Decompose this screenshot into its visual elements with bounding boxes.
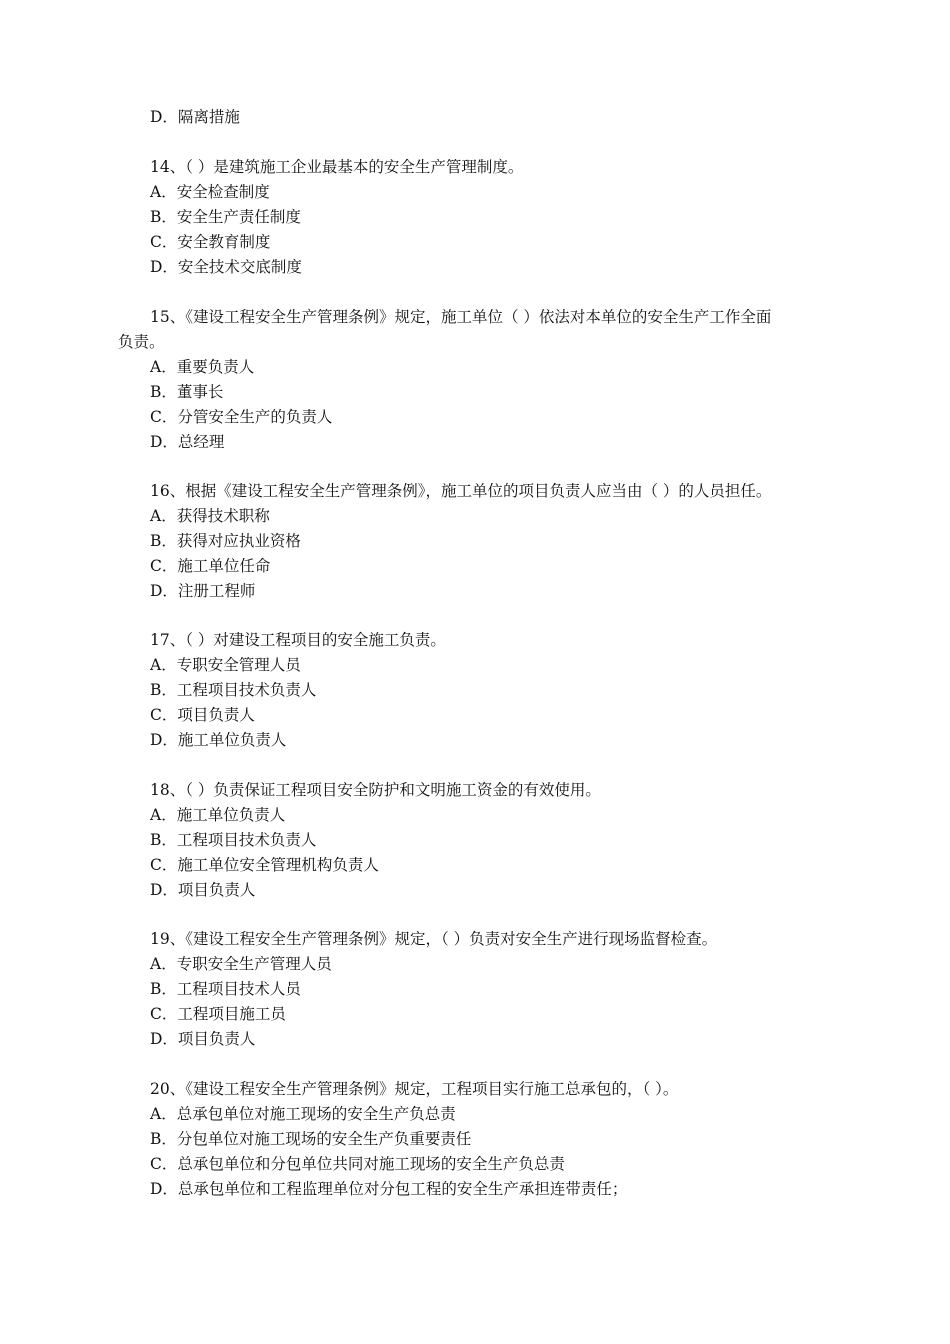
question-17-option-c: C．项目负责人 bbox=[150, 706, 255, 724]
question-14-option-b: B．安全生产责任制度 bbox=[150, 208, 301, 226]
question-18-option-c: C．施工单位安全管理机构负责人 bbox=[150, 856, 379, 874]
question-20-option-a: A．总承包单位对施工现场的安全生产负总责 bbox=[150, 1105, 456, 1123]
question-15-option-d: D．总经理 bbox=[150, 433, 225, 451]
question-15-stem: 15、《建设工程安全生产管理条例》规定，施工单位（ ）依法对本单位的安全生产工作全面 bbox=[150, 308, 772, 326]
question-18-option-b: B．工程项目技术负责人 bbox=[150, 831, 317, 849]
question-19-option-b: B．工程项目技术人员 bbox=[150, 980, 301, 998]
question-19-stem: 19、《建设工程安全生产管理条例》规定，（ ）负责对安全生产进行现场监督检查。 bbox=[150, 930, 718, 948]
question-17-option-a: A．专职安全管理人员 bbox=[150, 656, 301, 674]
question-13-option-d: D．隔离措施 bbox=[150, 108, 240, 126]
question-14-option-a: A．安全检查制度 bbox=[150, 183, 270, 201]
question-14-option-c: C．安全教育制度 bbox=[150, 233, 271, 251]
question-19-option-a: A．专职安全生产管理人员 bbox=[150, 955, 332, 973]
question-16-option-d: D．注册工程师 bbox=[150, 582, 256, 600]
question-16-option-c: C．施工单位任命 bbox=[150, 557, 271, 575]
question-19-option-c: C．工程项目施工员 bbox=[150, 1005, 286, 1023]
question-15-option-b: B．董事长 bbox=[150, 383, 224, 401]
question-17-option-b: B．工程项目技术负责人 bbox=[150, 681, 317, 699]
question-20-stem: 20、《建设工程安全生产管理条例》规定，工程项目实行施工总承包的，（ ）。 bbox=[150, 1080, 679, 1098]
question-15-stem-continuation: 负责。 bbox=[118, 333, 165, 351]
question-14-option-d: D．安全技术交底制度 bbox=[150, 258, 302, 276]
question-16-option-a: A．获得技术职称 bbox=[150, 507, 270, 525]
question-20-option-d: D．总承包单位和工程监理单位对分包工程的安全生产承担连带责任； bbox=[150, 1180, 628, 1198]
question-17-option-d: D．施工单位负责人 bbox=[150, 731, 287, 749]
question-19-option-d: D．项目负责人 bbox=[150, 1030, 256, 1048]
question-18-stem: 18、（ ）负责保证工程项目安全防护和文明施工资金的有效使用。 bbox=[150, 781, 601, 799]
question-17-stem: 17、（ ）对建设工程项目的安全施工负责。 bbox=[150, 631, 446, 649]
question-18-option-d: D．项目负责人 bbox=[150, 881, 256, 899]
question-16-option-b: B．获得对应执业资格 bbox=[150, 532, 301, 550]
question-18-option-a: A．施工单位负责人 bbox=[150, 806, 286, 824]
question-14-stem: 14、（ ）是建筑施工企业最基本的安全生产管理制度。 bbox=[150, 158, 524, 176]
question-20-option-b: B．分包单位对施工现场的安全生产负重要责任 bbox=[150, 1130, 472, 1148]
question-15-option-c: C．分管安全生产的负责人 bbox=[150, 408, 333, 426]
question-16-stem: 16、根据《建设工程安全生产管理条例》，施工单位的项目负责人应当由（ ）的人员担任。 bbox=[150, 482, 772, 500]
question-20-option-c: C．总承包单位和分包单位共同对施工现场的安全生产负总责 bbox=[150, 1155, 565, 1173]
question-15-option-a: A．重要负责人 bbox=[150, 358, 255, 376]
